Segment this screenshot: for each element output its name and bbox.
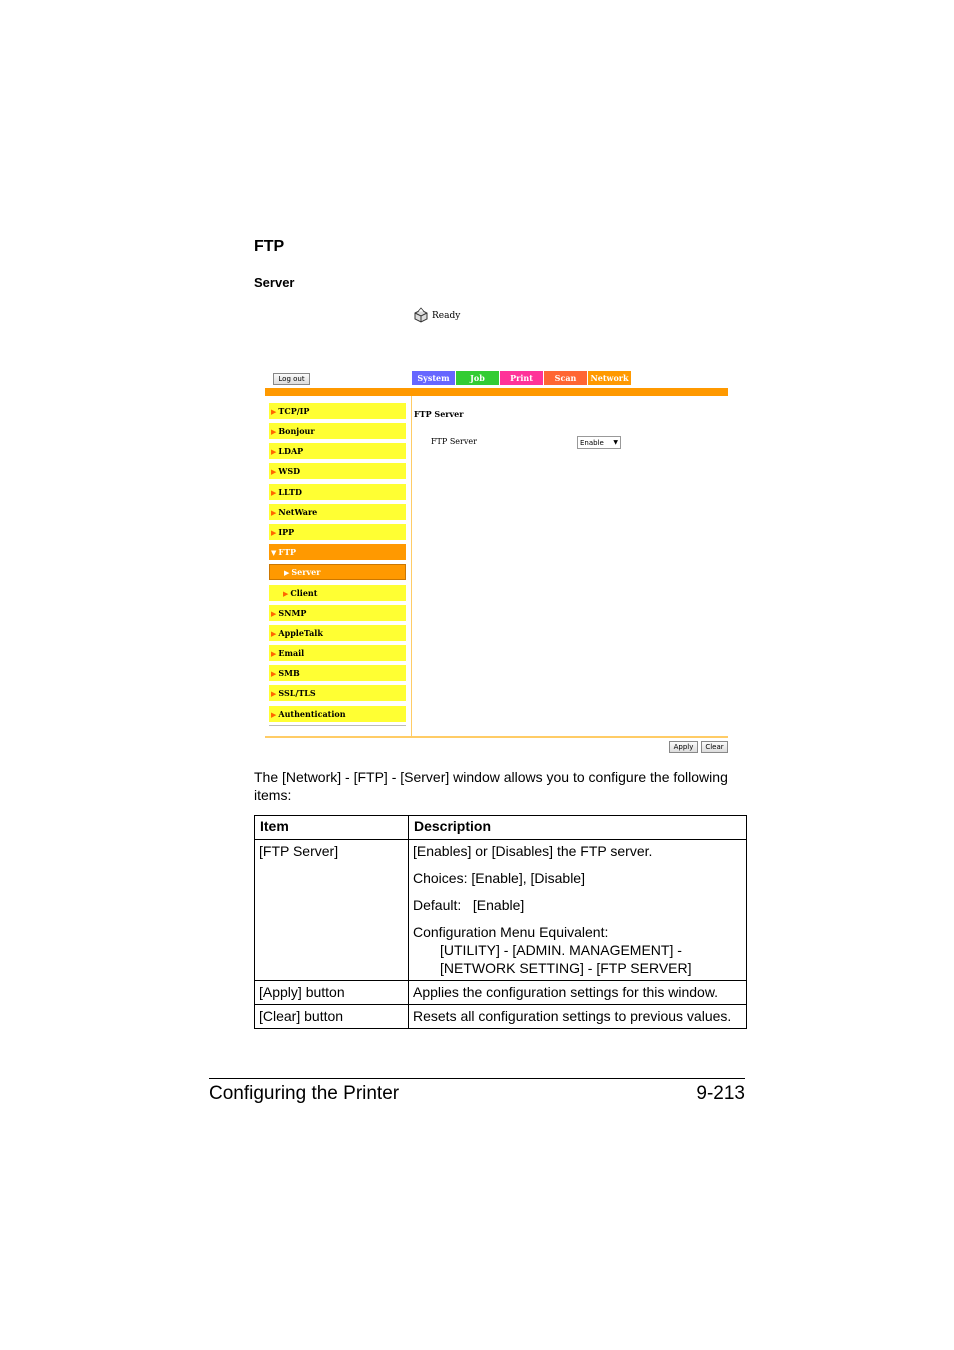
triangle-right-icon: ▶ bbox=[271, 688, 277, 698]
nav-item-bonjour[interactable] bbox=[269, 423, 406, 439]
nav-item-label: Server bbox=[291, 567, 321, 577]
column-header-description: Description bbox=[409, 816, 747, 840]
description-cell: Applies the configuration settings for this window. bbox=[409, 981, 747, 1005]
triangle-right-icon: ▶ bbox=[271, 648, 277, 658]
table-header-row bbox=[255, 816, 747, 840]
nav-item-label: Email bbox=[278, 648, 305, 658]
table-row bbox=[255, 981, 747, 1005]
tab-job[interactable]: Job bbox=[456, 371, 499, 385]
nav-item-wsd[interactable] bbox=[269, 463, 406, 479]
nav-item-authentication[interactable] bbox=[269, 706, 406, 722]
nav-item-label: SSL/TLS bbox=[278, 688, 316, 698]
logout-button[interactable]: Log out bbox=[273, 373, 310, 385]
table-row bbox=[255, 1005, 747, 1029]
nav-item-label: TCP/IP bbox=[278, 406, 310, 416]
subsection-title: Server bbox=[254, 275, 295, 290]
tab-system[interactable]: System bbox=[412, 371, 455, 385]
clear-button[interactable]: Clear bbox=[701, 741, 728, 753]
intro-paragraph: The [Network] - [FTP] - [Server] window allows you to configure the following items: bbox=[254, 769, 728, 803]
triangle-right-icon: ▶ bbox=[271, 628, 277, 638]
status-text: Ready bbox=[432, 311, 461, 321]
triangle-right-icon: ▶ bbox=[271, 487, 277, 497]
nav-item-appletalk[interactable] bbox=[269, 625, 406, 641]
description-cell: Resets all configuration settings to previous values. bbox=[409, 1005, 747, 1029]
tab-print[interactable]: Print bbox=[500, 371, 543, 385]
footer-divider bbox=[265, 736, 728, 738]
nav-item-label: SMB bbox=[278, 668, 300, 678]
content-divider bbox=[411, 396, 412, 737]
tab-scan[interactable]: Scan bbox=[544, 371, 587, 385]
nav-item-label: Bonjour bbox=[278, 426, 315, 436]
nav-item-label: WSD bbox=[278, 466, 301, 476]
printer-icon bbox=[413, 307, 429, 326]
item-cell: [Clear] button bbox=[255, 1005, 409, 1029]
triangle-right-icon: ▶ bbox=[271, 668, 277, 678]
triangle-right-icon: ▶ bbox=[271, 608, 277, 618]
chevron-down-icon: ▼ bbox=[613, 439, 618, 446]
triangle-right-icon: ▶ bbox=[271, 527, 277, 537]
triangle-right-icon: ▶ bbox=[271, 406, 277, 416]
nav-item-snmp[interactable] bbox=[269, 605, 406, 621]
triangle-right-icon: ▶ bbox=[271, 446, 277, 456]
nav-item-ftp[interactable] bbox=[269, 544, 406, 560]
triangle-right-icon: ▶ bbox=[271, 507, 277, 517]
apply-button[interactable]: Apply bbox=[669, 741, 698, 753]
triangle-right-icon: ▶ bbox=[271, 466, 277, 476]
description-table bbox=[254, 815, 747, 1029]
nav-item-lltd[interactable] bbox=[269, 484, 406, 500]
triangle-right-icon: ▶ bbox=[271, 426, 277, 436]
nav-item-netware[interactable] bbox=[269, 504, 406, 520]
triangle-right-icon: ▶ bbox=[271, 709, 277, 719]
nav-item-label: IPP bbox=[278, 527, 295, 537]
nav-item-label: Authentication bbox=[278, 709, 346, 719]
tab-bar bbox=[412, 371, 631, 385]
nav-item-email[interactable] bbox=[269, 645, 406, 661]
nav-item-tcpip[interactable] bbox=[269, 403, 406, 419]
description-cell bbox=[409, 840, 747, 981]
table-row bbox=[255, 840, 747, 981]
description-line: [UTILITY] - [ADMIN. MANAGEMENT] - bbox=[440, 942, 682, 958]
nav-item-label: LLTD bbox=[278, 487, 302, 497]
nav-item-label: FTP bbox=[278, 547, 297, 557]
nav-item-label: Client bbox=[290, 588, 318, 598]
nav-item-label: LDAP bbox=[278, 446, 304, 456]
description-line: Choices: [Enable], [Disable] bbox=[413, 870, 585, 886]
footer-chapter-title: Configuring the Printer bbox=[209, 1083, 400, 1104]
nav-item-label: AppleTalk bbox=[278, 628, 323, 638]
printer-status bbox=[413, 306, 460, 326]
nav-item-label: SNMP bbox=[278, 608, 307, 618]
triangle-right-icon: ▶ bbox=[284, 567, 290, 577]
nav-item-ssl-tls[interactable] bbox=[269, 685, 406, 701]
item-cell: [Apply] button bbox=[255, 981, 409, 1005]
nav-item-ldap[interactable] bbox=[269, 443, 406, 459]
description-line: [NETWORK SETTING] - [FTP SERVER] bbox=[440, 960, 692, 976]
header-bar bbox=[265, 388, 728, 396]
footer-rule bbox=[209, 1078, 745, 1079]
nav-item-label: NetWare bbox=[278, 507, 318, 517]
ftp-server-select[interactable] bbox=[577, 436, 621, 449]
ftp-server-value: Enable bbox=[580, 438, 604, 447]
tab-network[interactable]: Network bbox=[588, 371, 631, 385]
column-header-item: Item bbox=[255, 816, 409, 840]
nav-item-smb[interactable] bbox=[269, 665, 406, 681]
ftp-server-label: FTP Server bbox=[431, 437, 477, 446]
nav-item-ipp[interactable] bbox=[269, 524, 406, 540]
nav-item-ftp-server[interactable] bbox=[269, 564, 406, 580]
page-number: 9-213 bbox=[696, 1083, 745, 1104]
description-line: Default: [Enable] bbox=[413, 897, 525, 913]
panel-title: FTP Server bbox=[414, 409, 464, 419]
item-cell: [FTP Server] bbox=[255, 840, 409, 981]
triangle-down-icon: ▼ bbox=[271, 547, 277, 557]
section-title: FTP bbox=[254, 238, 285, 255]
nav-item-ftp-client[interactable] bbox=[269, 585, 406, 601]
nav-divider bbox=[269, 725, 406, 726]
description-line: Configuration Menu Equivalent: bbox=[413, 924, 609, 940]
triangle-right-icon: ▶ bbox=[283, 588, 289, 598]
description-line: [Enables] or [Disables] the FTP server. bbox=[413, 843, 653, 859]
